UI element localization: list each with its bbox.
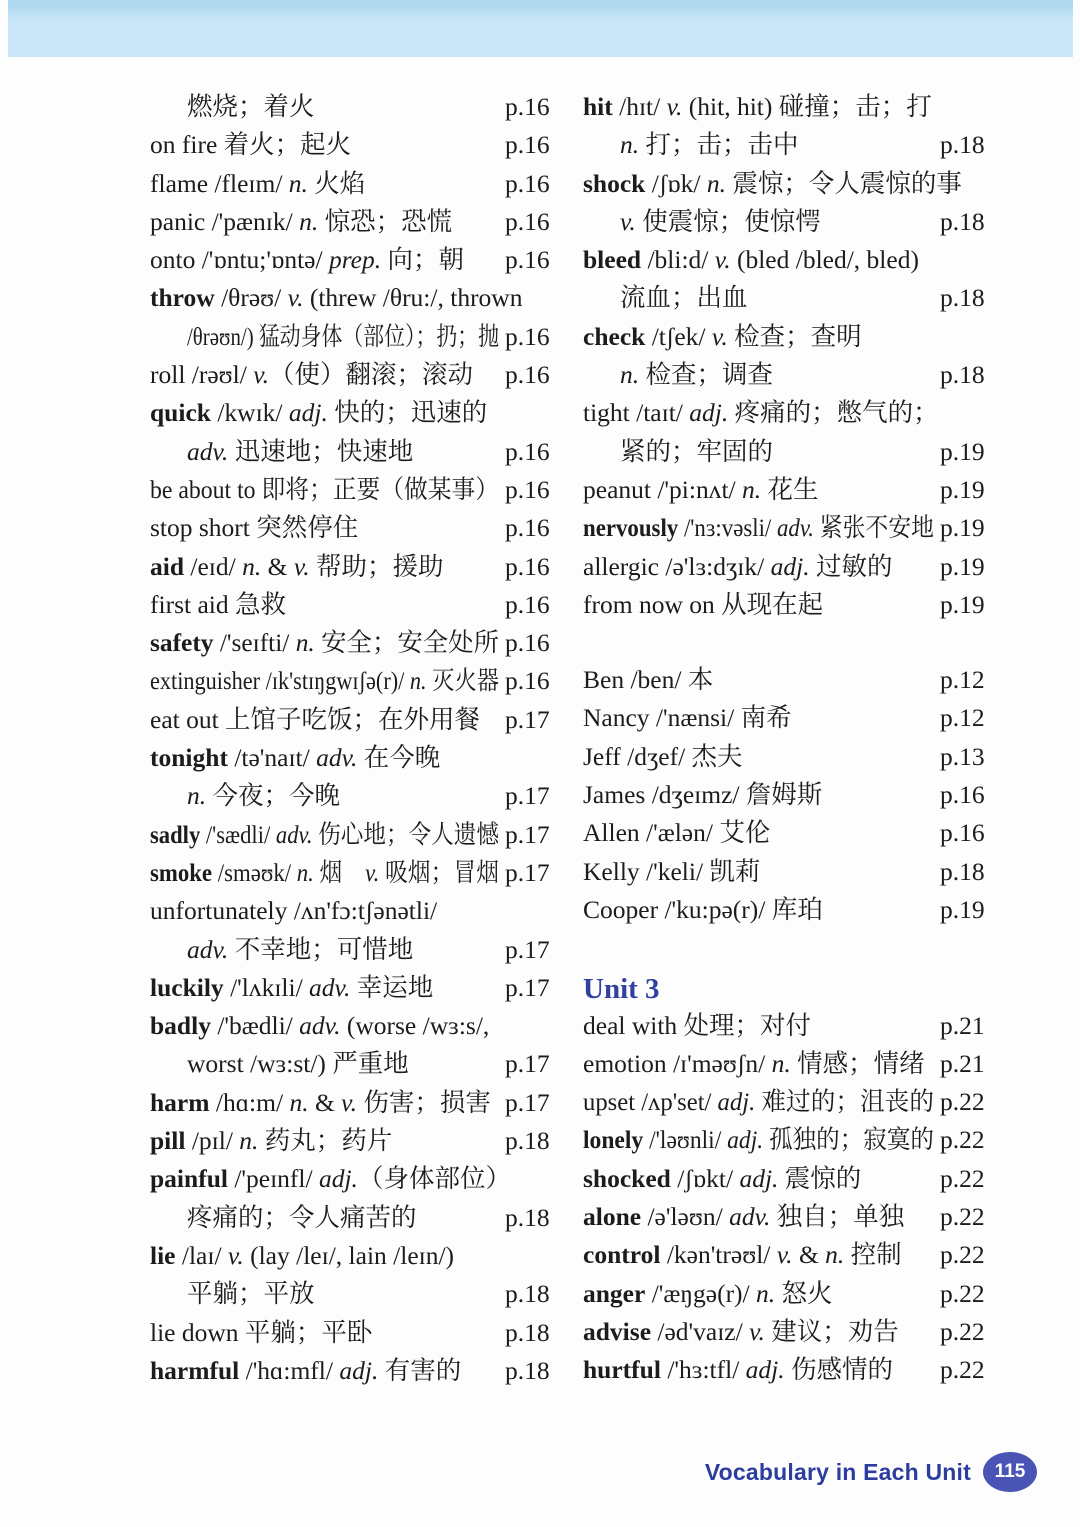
vocab-entry bbox=[150, 1045, 550, 1083]
vocab-entry bbox=[583, 279, 985, 317]
page-ref: p.16 bbox=[505, 436, 550, 466]
footer-label: Vocabulary in Each Unit bbox=[704, 1458, 971, 1485]
vocab-entry bbox=[583, 738, 985, 776]
vocab-entry bbox=[150, 433, 550, 471]
entry-text: smoke /sməʊk/ n. 烟 v. 吸烟；冒烟 bbox=[150, 857, 499, 887]
vocab-column-right bbox=[583, 88, 985, 1390]
vocab-entry bbox=[150, 1160, 546, 1198]
vocab-entry bbox=[583, 126, 985, 164]
page-ref: p.16 bbox=[505, 628, 550, 658]
page-ref: p.16 bbox=[505, 474, 550, 504]
page-ref: p.16 bbox=[505, 245, 550, 275]
vocab-entry bbox=[150, 1199, 550, 1237]
entry-text: lonely /'ləʊnli/ adj. 孤独的；寂寞的 bbox=[583, 1125, 934, 1155]
entry-text: Nancy /'nænsi/ 南希 bbox=[583, 703, 792, 733]
vocab-entry bbox=[150, 969, 550, 1007]
vocab-entry bbox=[150, 1352, 550, 1390]
page-ref: p.16 bbox=[505, 321, 550, 351]
entry-text: throw /θrəʊ/ v. (threw /θru:/, thrown bbox=[150, 283, 523, 313]
vocab-entry bbox=[583, 776, 985, 814]
vocab-entry bbox=[150, 586, 550, 624]
vocab-entry bbox=[150, 203, 550, 241]
entry-text: v. 使震惊；使惊愕 bbox=[620, 206, 821, 236]
entry-text: alone /ə'ləʊn/ adv. 独自；单独 bbox=[583, 1202, 905, 1232]
page-ref: p.16 bbox=[505, 589, 550, 619]
page-ref: p.18 bbox=[505, 1355, 550, 1385]
entry-text: 紧的；牢固的 bbox=[620, 436, 774, 466]
entry-text: onto /'ɒntu;'ɒntə/ prep. 向；朝 bbox=[150, 245, 464, 275]
page-ref: p.18 bbox=[505, 1279, 550, 1309]
page-ref: p.22 bbox=[940, 1125, 985, 1155]
vocab-entry bbox=[583, 586, 985, 624]
vocab-entry bbox=[150, 509, 550, 547]
page-ref: p.21 bbox=[940, 1048, 985, 1078]
entry-text: panic /'pænɪk/ n. 惊恐；恐慌 bbox=[150, 206, 453, 236]
vocab-entry bbox=[150, 471, 550, 509]
vocab-entry bbox=[583, 1007, 985, 1045]
page-ref: p.17 bbox=[505, 934, 550, 964]
column-spacer bbox=[583, 929, 982, 968]
entry-text: first aid 急救 bbox=[150, 589, 286, 619]
entry-text: hit /hɪt/ v. (hit, hit) 碰撞；击；打 bbox=[583, 92, 932, 121]
page-ref: p.16 bbox=[505, 206, 550, 236]
vocab-entry bbox=[150, 1314, 550, 1352]
entry-text: badly /'bædli/ adv. (worse /wɜ:s/, bbox=[150, 1011, 490, 1041]
entry-text: quick /kwɪk/ adj. 快的；迅速的 bbox=[150, 398, 488, 428]
vocab-entry bbox=[150, 88, 550, 126]
entry-text: anger /'æŋgə(r)/ n. 怒火 bbox=[583, 1278, 833, 1308]
page-ref: p.22 bbox=[940, 1087, 985, 1117]
page-ref: p.22 bbox=[940, 1355, 985, 1385]
entry-text: flame /fleɪm/ n. 火焰 bbox=[150, 168, 366, 198]
entry-text: hurtful /'hɜ:tfl/ adj. 伤感情的 bbox=[583, 1355, 894, 1385]
entry-text: emotion /ɪ'məʊʃn/ n. 情感；情绪 bbox=[583, 1048, 925, 1078]
entry-text: Kelly /'keli/ 凯莉 bbox=[583, 856, 761, 886]
entry-text: aid /eɪd/ n. & v. 帮助；援助 bbox=[150, 551, 444, 581]
page-ref: p.16 bbox=[505, 92, 550, 121]
vocab-entry bbox=[583, 1121, 985, 1159]
page-ref: p.19 bbox=[940, 589, 985, 619]
page-ref: p.18 bbox=[505, 1317, 550, 1347]
page-ref: p.19 bbox=[940, 513, 985, 543]
header-band bbox=[8, 0, 1073, 57]
page-ref: p.16 bbox=[505, 360, 550, 390]
vocab-entry bbox=[583, 548, 985, 586]
vocab-entry bbox=[583, 165, 982, 203]
vocab-entry bbox=[583, 1160, 985, 1198]
entry-text: from now on 从现在起 bbox=[583, 589, 824, 619]
page-ref: p.16 bbox=[505, 513, 550, 543]
vocab-entry bbox=[583, 1351, 985, 1389]
vocab-entry bbox=[583, 88, 982, 126]
entry-text: James /dʒeɪmz/ 詹姆斯 bbox=[583, 780, 823, 810]
vocab-entry bbox=[583, 699, 985, 737]
entry-text: luckily /'lʌkɪli/ adv. 幸运地 bbox=[150, 972, 434, 1002]
vocab-entry bbox=[583, 1275, 985, 1313]
vocab-entry bbox=[150, 624, 550, 662]
page-ref: p.17 bbox=[505, 704, 550, 734]
page-ref: p.12 bbox=[940, 665, 985, 695]
page-ref: p.22 bbox=[940, 1278, 985, 1308]
page-ref: p.17 bbox=[505, 1087, 550, 1117]
entry-text: roll /rəʊl/ v.（使）翻滚；滚动 bbox=[150, 360, 474, 390]
vocab-entry bbox=[583, 814, 985, 852]
vocab-entry bbox=[583, 509, 985, 547]
vocab-entry bbox=[150, 356, 550, 394]
vocab-entry bbox=[583, 394, 982, 432]
vocab-entry bbox=[583, 661, 985, 699]
entry-text: harmful /'hɑ:mfl/ adj. 有害的 bbox=[150, 1355, 462, 1385]
entry-text: peanut /'pi:nʌt/ n. 花生 bbox=[583, 474, 819, 504]
vocab-entry bbox=[150, 892, 546, 930]
entry-text: deal with 处理；对付 bbox=[583, 1010, 812, 1040]
page-ref: p.17 bbox=[505, 1049, 550, 1079]
entry-text: unfortunately /ʌn'fɔ:tʃənətli/ bbox=[150, 896, 438, 926]
page-ref: p.18 bbox=[505, 1202, 550, 1232]
entry-text: adv. 迅速地；快速地 bbox=[187, 436, 414, 466]
page-ref: p.19 bbox=[940, 436, 985, 466]
vocab-entry bbox=[150, 241, 550, 279]
vocab-entry bbox=[583, 318, 982, 356]
entry-text: extinguisher /ɪk'stɪŋgwɪʃə(r)/ n. 灭火器 bbox=[150, 666, 499, 696]
page-ref: p.19 bbox=[940, 894, 985, 924]
page-ref: p.17 bbox=[505, 857, 550, 887]
page-ref: p.16 bbox=[505, 168, 550, 198]
entry-text: upset /ʌp'set/ adj. 难过的；沮丧的 bbox=[583, 1087, 934, 1117]
vocab-entry bbox=[150, 318, 550, 356]
vocab-entry bbox=[583, 241, 982, 279]
entry-text: eat out 上馆子吃饭；在外用餐 bbox=[150, 704, 481, 734]
vocab-entry bbox=[583, 891, 985, 929]
entry-text: nervously /'nɜ:vəsli/ adv. 紧张不安地 bbox=[583, 513, 934, 543]
entry-text: painful /'peɪnfl/ adj.（身体部位） bbox=[150, 1164, 511, 1194]
vocab-entry bbox=[150, 854, 550, 892]
vocab-entry bbox=[150, 1275, 550, 1313]
vocab-entry bbox=[583, 1313, 985, 1351]
entry-text: be about to 即将；正要（做某事） bbox=[150, 474, 499, 504]
entry-text: shock /ʃɒk/ n. 震惊；令人震惊的事 bbox=[583, 168, 962, 198]
entry-text: n. 检查；调查 bbox=[620, 360, 774, 390]
page-ref: p.12 bbox=[940, 703, 985, 733]
vocab-entry bbox=[583, 433, 985, 471]
page-ref: p.16 bbox=[505, 130, 550, 160]
vocab-entry bbox=[583, 356, 985, 394]
entry-text: 平躺；平放 bbox=[187, 1279, 315, 1309]
entry-text: harm /hɑ:m/ n. & v. 伤害；损害 bbox=[150, 1087, 491, 1117]
entry-text: bleed /bli:d/ v. (bled /bled/, bled) bbox=[583, 245, 919, 275]
page-ref: p.18 bbox=[940, 856, 985, 886]
vocab-entry bbox=[150, 1237, 546, 1275]
entry-text: sadly /'sædli/ adv. 伤心地；令人遗憾 bbox=[150, 819, 499, 849]
entry-text: tonight /tə'naɪt/ adv. 在今晚 bbox=[150, 743, 441, 773]
entry-text: stop short 突然停住 bbox=[150, 513, 359, 543]
entry-text: pill /pɪl/ n. 药丸；药片 bbox=[150, 1126, 393, 1156]
vocab-entry bbox=[583, 203, 985, 241]
entry-text: shocked /ʃɒkt/ adj. 震惊的 bbox=[583, 1163, 862, 1193]
page-ref: p.17 bbox=[505, 972, 550, 1002]
vocab-column-left bbox=[150, 88, 550, 1390]
entry-text: lie down 平躺；平卧 bbox=[150, 1317, 373, 1347]
vocab-entry bbox=[150, 126, 550, 164]
entry-text: adv. 不幸地；可惜地 bbox=[187, 934, 414, 964]
vocab-entry bbox=[150, 165, 550, 203]
entry-text: Cooper /'ku:pə(r)/ 库珀 bbox=[583, 894, 823, 924]
entry-text: tight /taɪt/ adj. 疼痛的；憋气的； bbox=[583, 398, 939, 428]
page-ref: p.22 bbox=[940, 1316, 985, 1346]
entry-text: control /kən'trəʊl/ v. & n. 控制 bbox=[583, 1240, 902, 1270]
vocab-entry bbox=[150, 662, 550, 700]
page-ref: p.16 bbox=[505, 666, 550, 696]
vocab-entry bbox=[150, 777, 550, 815]
vocab-entry bbox=[150, 279, 546, 317]
page-ref: p.21 bbox=[940, 1010, 985, 1040]
entry-text: Ben /ben/ 本 bbox=[583, 665, 714, 695]
entry-text: safety /'seɪfti/ n. 安全；安全处所 bbox=[150, 628, 499, 658]
page-ref: p.13 bbox=[940, 741, 985, 771]
page-ref: p.22 bbox=[940, 1163, 985, 1193]
vocab-entry bbox=[583, 1045, 985, 1083]
entry-text: /θrəʊn/) 猛动身体（部位）；扔；抛 bbox=[187, 321, 499, 351]
vocab-entry bbox=[150, 739, 546, 777]
entry-text: 疼痛的；令人痛苦的 bbox=[187, 1202, 417, 1232]
entry-text: advise /əd'vaɪz/ v. 建议；劝告 bbox=[583, 1316, 899, 1346]
entry-text: lie /laɪ/ v. (lay /leɪ/, lain /leɪn/) bbox=[150, 1240, 455, 1270]
page-ref: p.17 bbox=[505, 781, 550, 811]
vocab-entry bbox=[583, 471, 985, 509]
unit-heading: Unit 3 bbox=[583, 973, 660, 1006]
vocab-entry bbox=[150, 548, 550, 586]
page-ref: p.19 bbox=[940, 551, 985, 581]
page-ref: p.18 bbox=[940, 283, 985, 313]
entry-text: Jeff /dʒef/ 杰夫 bbox=[583, 741, 743, 771]
entry-text: check /tʃek/ v. 检查；查明 bbox=[583, 321, 862, 351]
page-number-badge: 115 bbox=[983, 1452, 1037, 1492]
entry-text: 燃烧；着火 bbox=[187, 92, 315, 121]
vocab-entry bbox=[583, 1236, 985, 1274]
vocab-entry bbox=[583, 1083, 985, 1121]
entry-text: on fire 着火；起火 bbox=[150, 130, 352, 160]
vocab-entry bbox=[150, 816, 550, 854]
vocab-entry bbox=[150, 1007, 546, 1045]
page-ref: p.18 bbox=[940, 206, 985, 236]
entry-text: n. 今夜；今晚 bbox=[187, 781, 341, 811]
page-ref: p.16 bbox=[940, 780, 985, 810]
entry-text: n. 打；击；击中 bbox=[620, 130, 799, 160]
page-ref: p.18 bbox=[940, 130, 985, 160]
page-ref: p.18 bbox=[505, 1126, 550, 1156]
entry-text: Allen /'ælən/ 艾伦 bbox=[583, 818, 771, 848]
vocab-entry bbox=[583, 1198, 985, 1236]
page-ref: p.16 bbox=[505, 551, 550, 581]
entry-text: allergic /ə'lɜ:dʒɪk/ adj. 过敏的 bbox=[583, 551, 893, 581]
vocab-entry bbox=[150, 701, 550, 739]
vocab-entry bbox=[150, 1084, 550, 1122]
column-spacer bbox=[583, 624, 982, 661]
page-ref: p.18 bbox=[940, 360, 985, 390]
page-ref: p.17 bbox=[505, 819, 550, 849]
page-ref: p.16 bbox=[940, 818, 985, 848]
page-ref: p.22 bbox=[940, 1240, 985, 1270]
entry-text: 流血；出血 bbox=[620, 283, 748, 313]
page-ref: p.19 bbox=[940, 474, 985, 504]
vocab-entry bbox=[583, 853, 985, 891]
vocab-entry bbox=[150, 1122, 550, 1160]
page-ref: p.22 bbox=[940, 1202, 985, 1232]
vocab-entry bbox=[150, 394, 546, 432]
entry-text: worst /wɜ:st/) 严重地 bbox=[187, 1049, 409, 1079]
footer bbox=[705, 1452, 1037, 1492]
vocab-entry bbox=[150, 931, 550, 969]
